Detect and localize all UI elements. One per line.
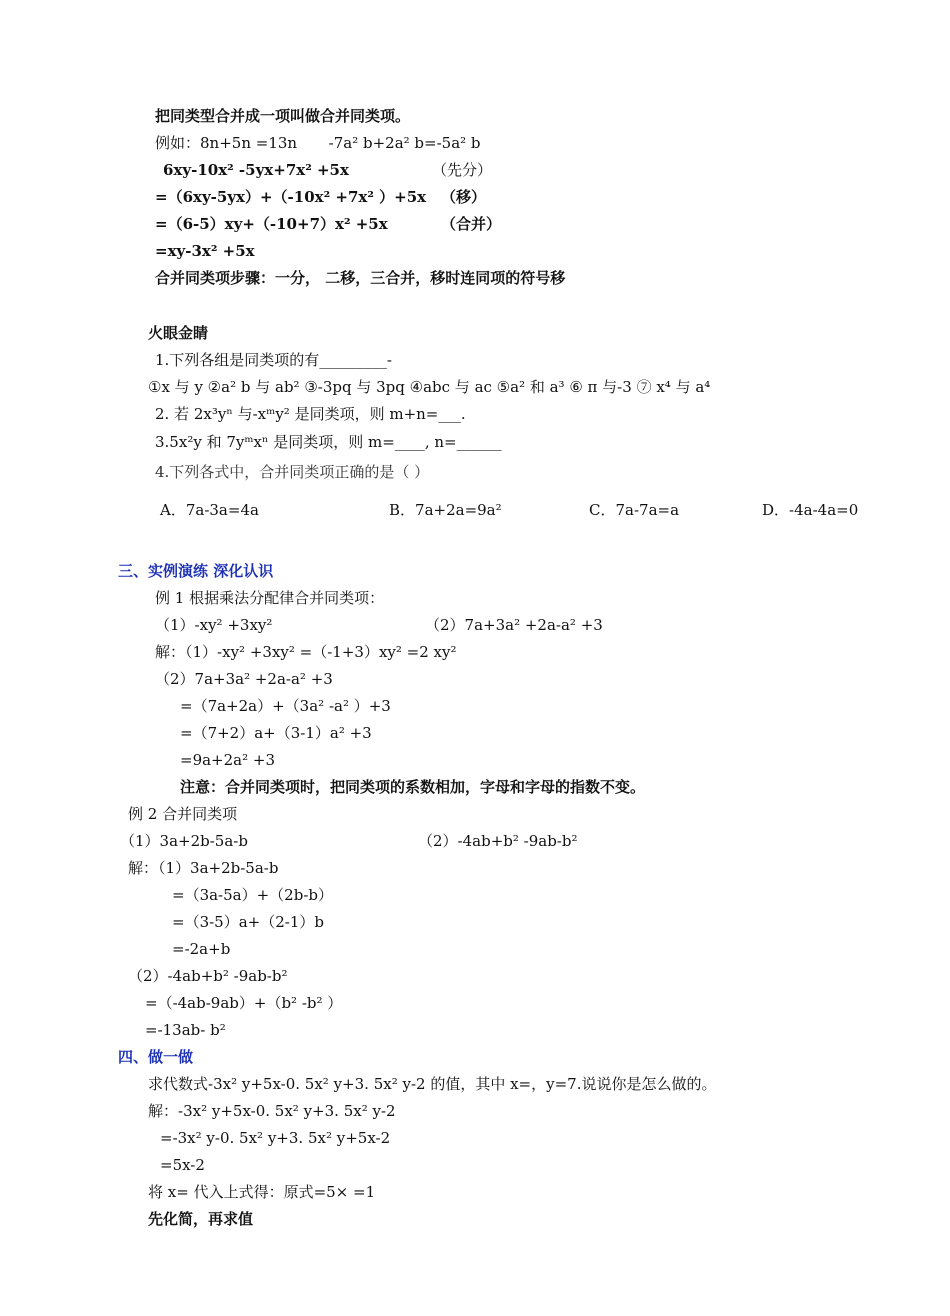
example-label: 例如： [155,134,201,152]
ex2-solution-2: =（3a-5a）+（2b-b） [172,886,333,904]
quiz-q1: 1.下列各组是同类项的有_________- [155,351,392,369]
step-1-note: （先分） [432,161,493,179]
ex2-solution-3: =（3-5）a+（2-1）b [172,913,324,931]
ex2-solution-1: 解：（1）3a+2b-5a-b [128,859,279,877]
ex1-solution-2b: =（7a+2a）+（3a² -a² ）+3 [180,697,391,715]
problem-text: 求代数式-3x² y+5x-0. 5x² y+3. 5x² y-2 的值，其中 x=，y=7.说说你是怎么做的。 [148,1075,717,1093]
ex1-solution-2d: =9a+2a² +3 [180,751,276,769]
solution-line-2: =-3x² y-0. 5x² y+3. 5x² y+5x-2 [160,1129,391,1147]
choice-b: B．7a+2a=9a² [389,501,502,519]
quiz-title: 火眼金睛 [148,324,209,342]
ex1-solution-2c: =（7+2）a+（3-1）a² +3 [180,724,372,742]
ex2-solution-4: =-2a+b [172,940,231,958]
choice-a: A．7a-3a=4a [160,501,259,519]
example-b: -7a² b+2a² b=-5a² b [328,134,481,152]
quiz-q2: 2. 若 2x³yⁿ 与-xᵐy² 是同类项，则 m+n=___. [155,405,466,423]
definition-text: 把同类型合并成一项叫做合并同类项。 [155,107,411,125]
step-1: 6xy-10x² -5yx+7x² +5x [163,161,349,179]
ex1-part1: （1）-xy² +3xy² [155,616,273,634]
ex2-part2-solution-1: （2）-4ab+b² -9ab-b² [128,967,288,985]
step-3-note: （合并） [441,215,502,233]
ex1-solution-1: 解：（1）-xy² +3xy² =（-1+3）xy² =2 xy² [155,643,457,661]
ex2-part2: （2）-4ab+b² -9ab-b² [418,832,578,850]
choice-c: C．7a-7a=a [589,501,680,519]
solution-line-3: =5x-2 [160,1156,205,1174]
ex2-title: 例 2 合并同类项 [128,805,238,823]
ex2-part2-solution-3: =-13ab- b² [145,1021,226,1039]
quiz-q3: 3.5x²y 和 7yᵐxⁿ 是同类项，则 m=____, n=______ [155,433,502,451]
quiz-q4: 4.下列各式中，合并同类项正确的是（ ） [155,463,430,481]
ex2-part2-solution-2: =（-4ab-9ab）+（b² -b² ） [145,994,343,1012]
ex1-solution-2a: （2）7a+3a² +2a-a² +3 [155,670,333,688]
solution-line-1: 解：-3x² y+5x-0. 5x² y+3. 5x² y-2 [148,1102,396,1120]
solution-line-4: 将 x= 代入上式得：原式=5× =1 [148,1183,376,1201]
steps-summary: 合并同类项步骤：一分， 二移，三合并，移时连同项的符号移 [155,269,566,287]
section-3-heading: 三、实例演练 深化认识 [118,562,274,580]
example-line [155,133,481,153]
ex1-title: 例 1 根据乘法分配律合并同类项： [155,589,385,607]
choice-d: D．-4a-4a=0 [762,501,859,519]
note: 注意：合并同类项时，把同类项的系数相加，字母和字母的指数不变。 [180,778,646,796]
example-a: 8n+5n =13n [200,134,298,152]
ex1-part2: （2）7a+3a² +2a-a² +3 [425,616,603,634]
ex2-part1: （1）3a+2b-5a-b [120,832,248,850]
step-4: =xy-3x² +5x [155,242,255,260]
summary-text: 先化简，再求值 [148,1210,254,1228]
step-2: =（6xy-5yx）+（-10x² +7x² ）+5x [155,188,427,206]
step-3: =（6-5）xy+（-10+7）x² +5x [155,215,388,233]
step-2-note: （移） [441,188,487,206]
section-4-heading: 四、做一做 [118,1048,194,1066]
quiz-q1-options: ①x 与 y ②a² b 与 ab² ③-3pq 与 3pq ④abc 与 ac ⑤a² 和 a³ ⑥ π 与-3 ⑦ x⁴ 与 a⁴ [148,378,711,396]
